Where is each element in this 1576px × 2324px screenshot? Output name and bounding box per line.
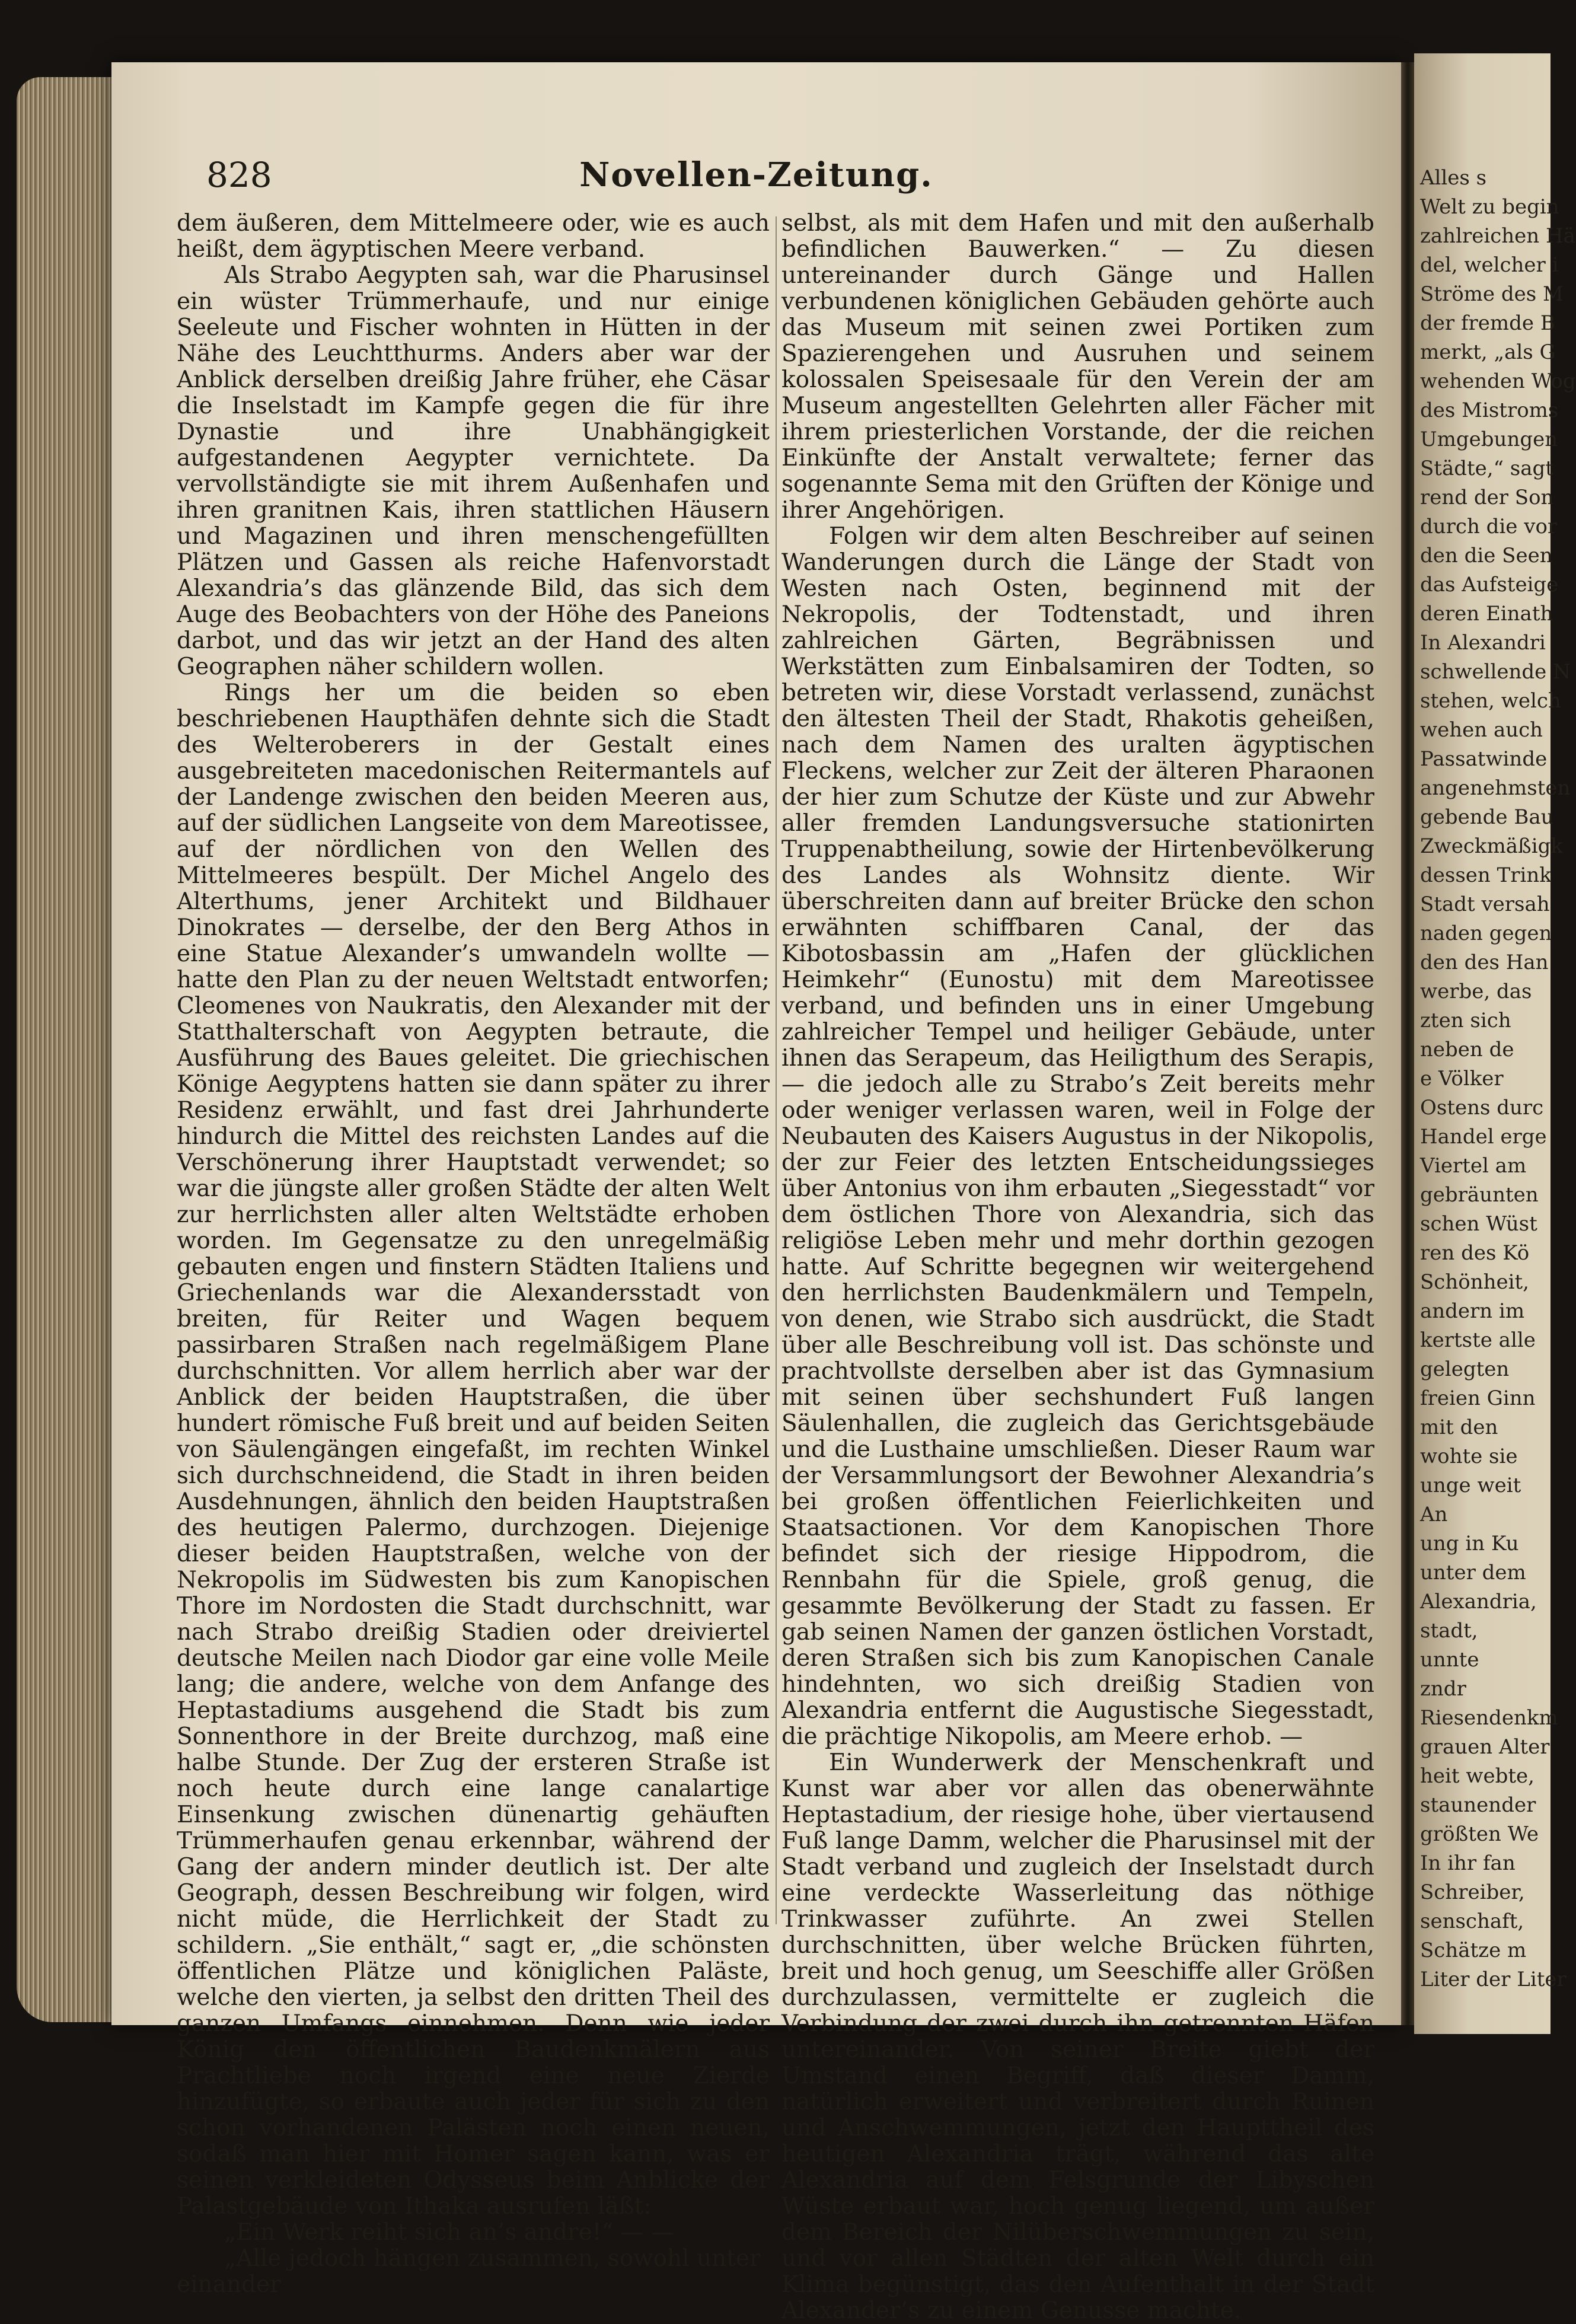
facing-page-text-fragment: rend der Son [1420, 486, 1554, 509]
paragraph: selbst, als mit dem Hafen und mit den außerhalb befindlichen Bauwerken.“ — Zu diesen untereinander durch Gänge und Hallen verbundenen königlichen Gebäuden gehörte auch das Museum mit seinen zwei Portiken zum Spazierengehen und Ausruhen und seinem kolossalen Speisesaale für den Verein der am Museum angestellten Gelehrten aller Fächer mit ihrem priesterlichen Vorstande, der die reichen Einkünfte der Anstalt verwaltete; ferner das sogenannte Sema mit den Grüften der Könige und ihrer Angehörigen. [781, 210, 1374, 524]
facing-page-text-fragment: Zweckmäßigk [1420, 834, 1563, 858]
facing-page-text-fragment: stehen, welch [1420, 689, 1561, 713]
facing-page-text-fragment: wehenden Wog [1420, 369, 1576, 393]
book-page-edges [17, 77, 117, 2022]
facing-page-text-fragment: senschaft, [1420, 1909, 1524, 1933]
facing-page-text-fragment: schen Wüst [1420, 1212, 1537, 1236]
facing-page-text-fragment: das Aufsteige [1420, 573, 1559, 597]
facing-page-text-fragment: des Mistroms [1420, 399, 1559, 422]
facing-page-text-fragment: ren des Kö [1420, 1241, 1530, 1265]
facing-page-text-fragment: unnte [1420, 1648, 1479, 1672]
quotation-line: „Alle jedoch hängen zusammen, sowohl unter einander [177, 2245, 761, 2298]
facing-page-text-fragment: e Völker [1420, 1067, 1504, 1091]
facing-page-text-fragment: Schreiber, [1420, 1880, 1525, 1904]
page-number: 828 [206, 155, 272, 195]
facing-page-text-fragment: ung in Ku [1420, 1532, 1519, 1555]
page-header [159, 151, 1354, 205]
facing-page-text-fragment: der fremde B [1420, 311, 1555, 335]
paragraph: Rings her um die beiden so eben beschriebenen Haupthäfen dehnte sich die Stadt des Welteroberers in der Gestalt eines ausgebreiteten macedonischen Reitermantels auf der Landenge zwischen den beiden Meeren aus, auf der südlichen Langseite von dem Mareotissee, auf der nördlichen von den Wellen des Mittelmeeres bespült. Der Michel Angelo des Alterthums, jener Architekt und Bildhauer Dinokrates — derselbe, der den Berg Athos in eine Statue Alexander’s umwandeln wollte — hatte den Plan zu der neuen Weltstadt entworfen; Cleomenes von Naukratis, den Alexander mit der Statthalterschaft von Aegypten betraute, die Ausführung des Baues geleitet. Die griechischen Könige Aegyptens hatten sie dann später zu ihrer Residenz erwählt, und fast drei Jahrhunderte hindurch die Mittel des reichsten Landes auf die Verschönerung ihrer Hauptstadt verwendet; so war die jüngste aller großen Städte der alten Welt zur herrlichsten aller alten Weltstädte erhoben worden. Im Gegensatze zu den unregelmäßig gebauten engen und finstern Städten Italiens und Griechenlands war die Alexandersstadt von breiten, für Reiter und Wagen bequem passirbaren Straßen nach regelmäßigem Plane durchschnitten. Vor allem herrlich aber war der Anblick der beiden Hauptstraßen, die über hundert römische Fuß breit und auf beiden Seiten von Säulengängen eingefaßt, im rechten Winkel sich durchschneidend, die Stadt in ihren beiden Ausdehnungen, ähnlich den beiden Hauptstraßen des heutigen Palermo, durchzogen. Diejenige dieser beiden Hauptstraßen, welche von der Nekropolis im Südwesten bis zum Kanopischen Thore im Nordosten die Stadt durchschnitt, war nach Strabo dreißig Stadien oder dreiviertel deutsche Meilen nach Diodor gar eine volle Meile lang; die andere, welche von dem Anfange des Heptastadiums ausgehend die Stadt bis zum Sonnenthore in der Breite durchzog, maß eine halbe Stunde. Der Zug der ersteren Straße ist noch heute durch eine lange canalartige Einsenkung zwischen dünenartig gehäuften Trümmerhaufen genau erkennbar, während der Gang der andern minder deutlich ist. Der alte Geograph, dessen Beschreibung wir folgen, wird nicht müde, die Herrlichkeit der Stadt zu schildern. „Sie enthält,“ sagt er, „die schönsten öffentlichen Plätze und königlichen Paläste, welche den vierten, ja selbst den dritten Theil des ganzen Umfangs einnehmen. Denn wie jeder König den öffentlichen Baudenkmälern aus Prachtliebe noch irgend eine neue Zierde hinzufügte, so erbaute auch jeder für sich zu den schon vorhandenen Palästen noch einen neuen, sodaß man hier mit Homer sagen kann, was er seinen verkleideten Odysseus beim Anblicke der Palastgebäude von Ithaka ausrufen läßt: [177, 680, 770, 2220]
facing-page-text-fragment: An [1420, 1503, 1448, 1526]
facing-page-text-fragment: staunender [1420, 1793, 1536, 1817]
facing-page-text-fragment: gebende Bau [1420, 805, 1554, 829]
facing-page-text-fragment: heit webte, [1420, 1764, 1534, 1788]
facing-page-text-fragment: den die Seen [1420, 544, 1553, 568]
facing-page-text-fragment: zahlreichen Hä [1420, 224, 1575, 248]
facing-page-text-fragment: mit den [1420, 1416, 1498, 1439]
book-gutter [1401, 62, 1414, 2025]
facing-page-text-fragment: Riesendenkm [1420, 1706, 1558, 1730]
facing-page-text-fragment: Schönheit, [1420, 1270, 1529, 1294]
facing-page-text-fragment: Städte,“ sagt [1420, 457, 1553, 480]
text-column-left [177, 211, 770, 2298]
facing-page-text-fragment: naden gegen [1420, 922, 1552, 945]
facing-page-text-fragment: schwellende N [1420, 660, 1571, 684]
facing-page-text-fragment: dessen Trink [1420, 863, 1552, 887]
facing-page-text-fragment: unter dem [1420, 1561, 1526, 1585]
quotation-line: „Ein Werk reiht sich an’s andre!“ — — [224, 2219, 675, 2246]
paragraph: Folgen wir dem alten Beschreiber auf seinen Wanderungen durch die Länge der Stadt von Westen nach Osten, beginnend mit der Nekropolis, der Todtenstadt, und ihren zahlreichen Gärten, Begräbnissen und Werkstätten zum Einbalsamiren der Todten, so betreten wir, diese Vorstadt verlassend, zunächst den ältesten Theil der Stadt, Rhakotis geheißen, nach dem Namen des uralten ägyptischen Fleckens, welcher zur Zeit der älteren Pharaonen der hier zum Schutze der Küste und zur Abwehr aller fremden Landungsversuche stationirten Truppenabtheilung, sowie der Hirtenbevölkerung des Landes als Wohnsitz diente. Wir überschreiten dann auf breiter Brücke den schon erwähnten schiffbaren Canal, der das Kibotosbassin am „Hafen der glücklichen Heimkehr“ (Eunostu) mit dem Mareotissee verband, und befinden uns in einer Umgebung zahlreicher Tempel und heiliger Gebäude, unter ihnen das Serapeum, das Heiligthum des Serapis, — die jedoch alle zu Strabo’s Zeit bereits mehr oder weniger verlassen waren, weil in Folge der Neubauten des Kaisers Augustus in der Nikopolis, der zur Feier des letzten Entscheidungssieges über Antonius von ihm erbauten „Siegesstadt“ vor dem östlichen Thore von Alexandria, sich das religiöse Leben mehr und mehr dorthin gezogen hatte. Auf Schritte begegnen wir weitergehend den herrlichsten Baudenkmälern und Tempeln, von denen, wie Strabo sich ausdrückt, die Stadt über alle Beschreibung voll ist. Das schönste und prachtvollste derselben aber ist das Gymnasium mit seinen über sechshundert Fuß langen Säulenhallen, die zugleich das Gerichtsgebäude und die Lusthaine umschließen. Dieser Raum war der Versammlungsort der Bewohner Alexandria’s bei großen öffentlichen Feierlichkeiten und Staatsactionen. Vor dem Kanopischen Thore befindet sich der riesige Hippodrom, die Rennbahn für die Spiele, groß genug, die gesammte Bevölkerung der Stadt zu fassen. Er gab seinen Namen der ganzen östlichen Vorstadt, deren Straßen sich bis zum Kanopischen Canale hindehnten, wo sich dreißig Stadien von Alexandria entfernt die Augustische Siegesstadt, die prächtige Nikopolis, am Meere erhob. — [781, 523, 1374, 1750]
facing-page-text-fragment: Alexandria, [1420, 1590, 1537, 1614]
facing-page-text-fragment: del, welcher i [1420, 253, 1559, 277]
facing-page-text-fragment: angenehmsten [1420, 776, 1571, 800]
facing-page-text-fragment: Liter der Liter [1420, 1968, 1567, 1991]
facing-page-text-fragment: unge weit [1420, 1474, 1521, 1497]
facing-page-text-fragment: deren Einath [1420, 602, 1553, 626]
facing-page-text-fragment: Alles s [1420, 166, 1487, 190]
paragraph: Als Strabo Aegypten sah, war die Pharusinsel ein wüster Trümmerhaufe, und nur einige Seeleute und Fischer wohnten in Hütten in der Nähe des Leuchtthurms. Anders aber war der Anblick derselben dreißig Jahre früher, ehe Cäsar die Inselstadt im Kampfe gegen die für ihre Dynastie und ihre Unabhängigkeit aufgestandenen Aegypter vernichtete. Da vervollständigte sie mit ihrem Außenhafen und ihren granitnen Kais, ihren stattlichen Häusern und Magazinen und ihren menschengefüllten Plätzen und Gassen als reiche Hafenvorstadt Alexandria’s das glänzende Bild, das sich dem Auge des Beobachters von der Höhe des Paneions darbot, und das wir jetzt an der Hand des alten Geographen näher schildern wollen. [177, 262, 770, 680]
facing-page-text-fragment: Ströme des M [1420, 282, 1564, 306]
facing-page-text-fragment: Ostens durc [1420, 1096, 1544, 1120]
facing-page-text-fragment: größten We [1420, 1822, 1539, 1846]
facing-page-text-fragment: freien Ginn [1420, 1386, 1536, 1410]
facing-page-text-fragment: Passatwinde [1420, 747, 1548, 771]
paragraph: dem äußeren, dem Mittelmeere oder, wie es auch heißt, dem ägyptischen Meere verband. [177, 210, 770, 263]
text-column-right [781, 211, 1374, 2324]
facing-page-text-fragment: Viertel am [1420, 1154, 1527, 1178]
facing-page-text-fragment: werbe, das [1420, 980, 1532, 1003]
facing-page-text-fragment: Stadt versah [1420, 892, 1550, 916]
facing-page-text-fragment: den des Han [1420, 951, 1549, 974]
facing-page-text-fragment: stadt, [1420, 1619, 1478, 1643]
running-title: Novellen-Zeitung. [579, 155, 933, 195]
facing-page-text-fragment: gebräunten [1420, 1183, 1539, 1207]
facing-page-edge [1414, 53, 1576, 2034]
facing-page-text-fragment: Handel erge [1420, 1125, 1547, 1149]
book-page [111, 62, 1401, 2324]
facing-page-text-fragment: Welt zu begin [1420, 195, 1559, 219]
facing-page-text-fragment: andern im [1420, 1299, 1525, 1323]
facing-page-text-fragment: Umgebungen [1420, 428, 1558, 451]
paragraph: Ein Wunderwerk der Menschenkraft und Kunst war aber vor allen das obenerwähnte Heptastadium, der riesige hohe, über viertausend Fuß lange Damm, welcher die Pharusinsel mit der Stadt verband und zugleich der Inselstadt durch eine verdeckte Wasserleitung das nöthige Trinkwasser zuführte. An zwei Stellen durchschnitten, über welche Brücken führten, breit und hoch genug, um Seeschiffe aller Größen durchzulassen, vermittelte er zugleich die Verbindung der zwei durch ihn getrennten Häfen untereinander. Von seiner Breite giebt der Umstand einen Begriff, daß dieser Damm, natürlich erweitert und verbreitert durch Ruinen und Anschwemmungen, jetzt den Haupttheil des heutigen Alexandria trägt, während das alte Alexandria auf dem Felsgrunde der Libyschen Wüste erbaut war, hoch genug liegend, um außer dem Bereich der Nilüberschwemmungen zu sein, und vor allen Städten der alten Welt durch ein Klima begünstigt, das den Aufenthalt in der Stadt Alexander’s zu einem Genusse machte. [781, 1749, 1374, 2324]
facing-page-text-fragment: In Alexandri [1420, 631, 1546, 655]
facing-page-text-fragment: In ihr fan [1420, 1851, 1516, 1875]
facing-page-text-fragment: zndr [1420, 1677, 1466, 1701]
facing-page-text-fragment: grauen Alter [1420, 1735, 1550, 1759]
facing-page-text-fragment: zten sich [1420, 1009, 1511, 1032]
facing-page-text-fragment: neben de [1420, 1038, 1514, 1061]
facing-page-text-fragment: wehen auch [1420, 718, 1543, 742]
facing-page-text-fragment: merkt, „als G [1420, 340, 1556, 364]
column-divider [776, 216, 777, 1924]
facing-page-text-fragment: durch die vor [1420, 515, 1558, 538]
facing-page-text-fragment: gelegten [1420, 1357, 1510, 1381]
facing-page-text-fragment: Schätze m [1420, 1939, 1527, 1962]
facing-page-text-fragment: kertste alle [1420, 1328, 1536, 1352]
facing-page-text-fragment: wohte sie [1420, 1445, 1518, 1468]
